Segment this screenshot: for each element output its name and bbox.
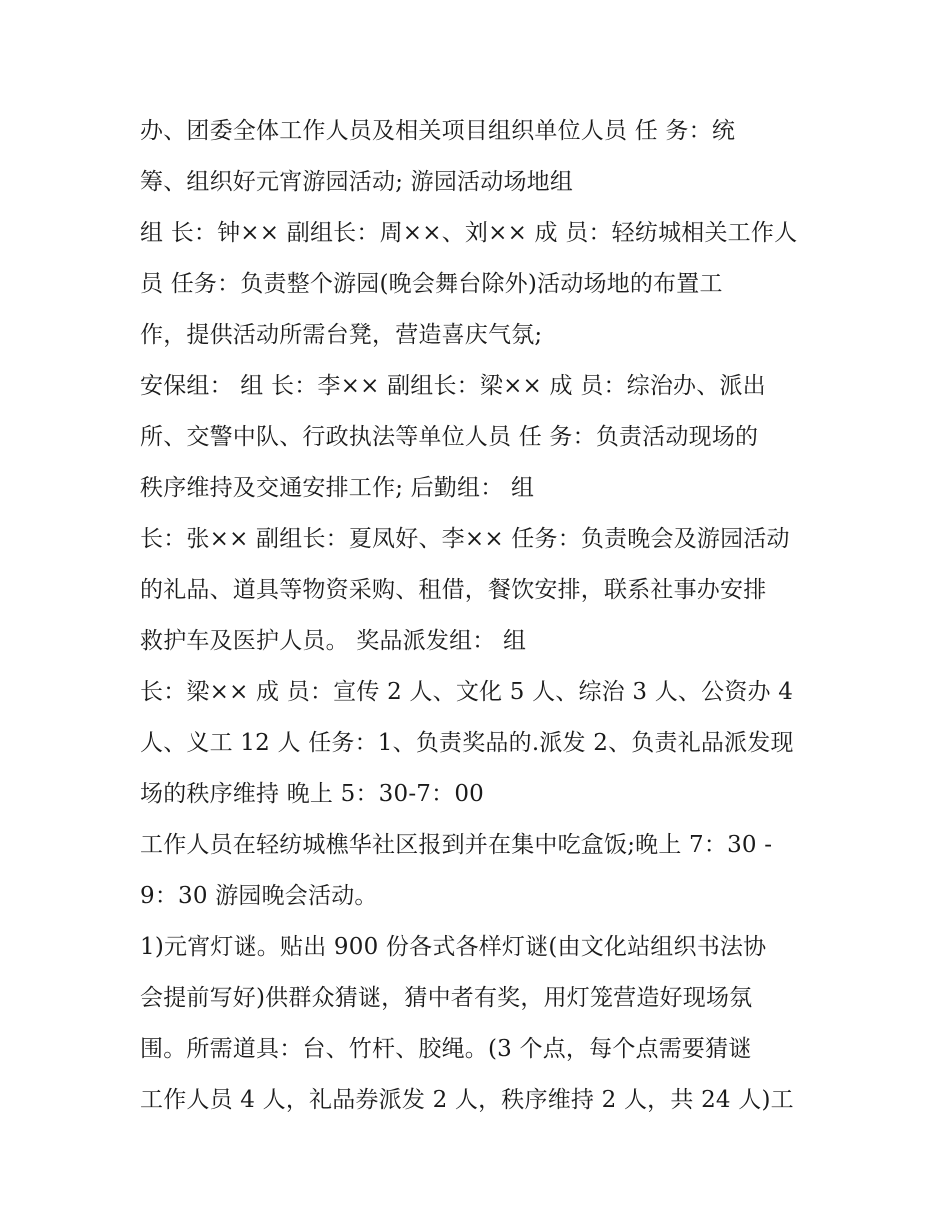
text-line: 组 长：钟×× 副组长：周××、刘×× 成 员：轻纺城相关工作人 — [140, 220, 798, 246]
text-line: 场的秩序维持 晚上 5：30-7：00 — [140, 781, 484, 807]
text-line: 人、义工 12 人 任务：1、负责奖品的.派发 2、负责礼品派发现 — [140, 730, 794, 756]
text-line: 会提前写好)供群众猜谜，猜中者有奖，用灯笼营造好现场氛 — [140, 985, 753, 1011]
text-line: 长：张×× 副组长：夏凤好、李×× 任务：负责晚会及游园活动 — [140, 526, 790, 552]
text-line: 9：30 游园晚会活动。 — [140, 883, 378, 909]
text-line: 所、交警中队、行政执法等单位人员 任 务：负责活动现场的 — [140, 424, 759, 450]
text-line: 1)元宵灯谜。贴出 900 份各式各样灯谜(由文化站组织书法协 — [140, 934, 767, 960]
text-line: 的礼品、道具等物资采购、租借，餐饮安排，联系社事办安排 — [140, 577, 767, 603]
body-text — [140, 106, 840, 1126]
text-line: 作，提供活动所需台凳，营造喜庆气氛; — [140, 322, 543, 348]
text-line: 长：梁×× 成 员：宣传 2 人、文化 5 人、综治 3 人、公资办 4 — [140, 679, 794, 705]
text-line: 救护车及医护人员。 奖品派发组： 组 — [140, 628, 527, 654]
text-line: 员 任务：负责整个游园(晚会舞台除外)活动场地的布置工 — [140, 271, 723, 297]
text-line: 办、团委全体工作人员及相关项目组织单位人员 任 务：统 — [140, 118, 736, 144]
text-line: 安保组： 组 长：李×× 副组长：梁×× 成 员：综治办、派出 — [140, 373, 766, 399]
text-line: 工作人员 4 人，礼品券派发 2 人，秩序维持 2 人，共 24 人)工 — [140, 1087, 794, 1113]
text-line: 筹、组织好元宵游园活动; 游园活动场地组 — [140, 169, 574, 195]
text-line: 工作人员在轻纺城樵华社区报到并在集中吃盒饭;晚上 7：30 - — [140, 832, 773, 858]
text-line: 围。所需道具：台、竹杆、胶绳。(3 个点，每个点需要猜谜 — [140, 1036, 752, 1062]
text-line: 秩序维持及交通安排工作; 后勤组： 组 — [140, 475, 535, 501]
